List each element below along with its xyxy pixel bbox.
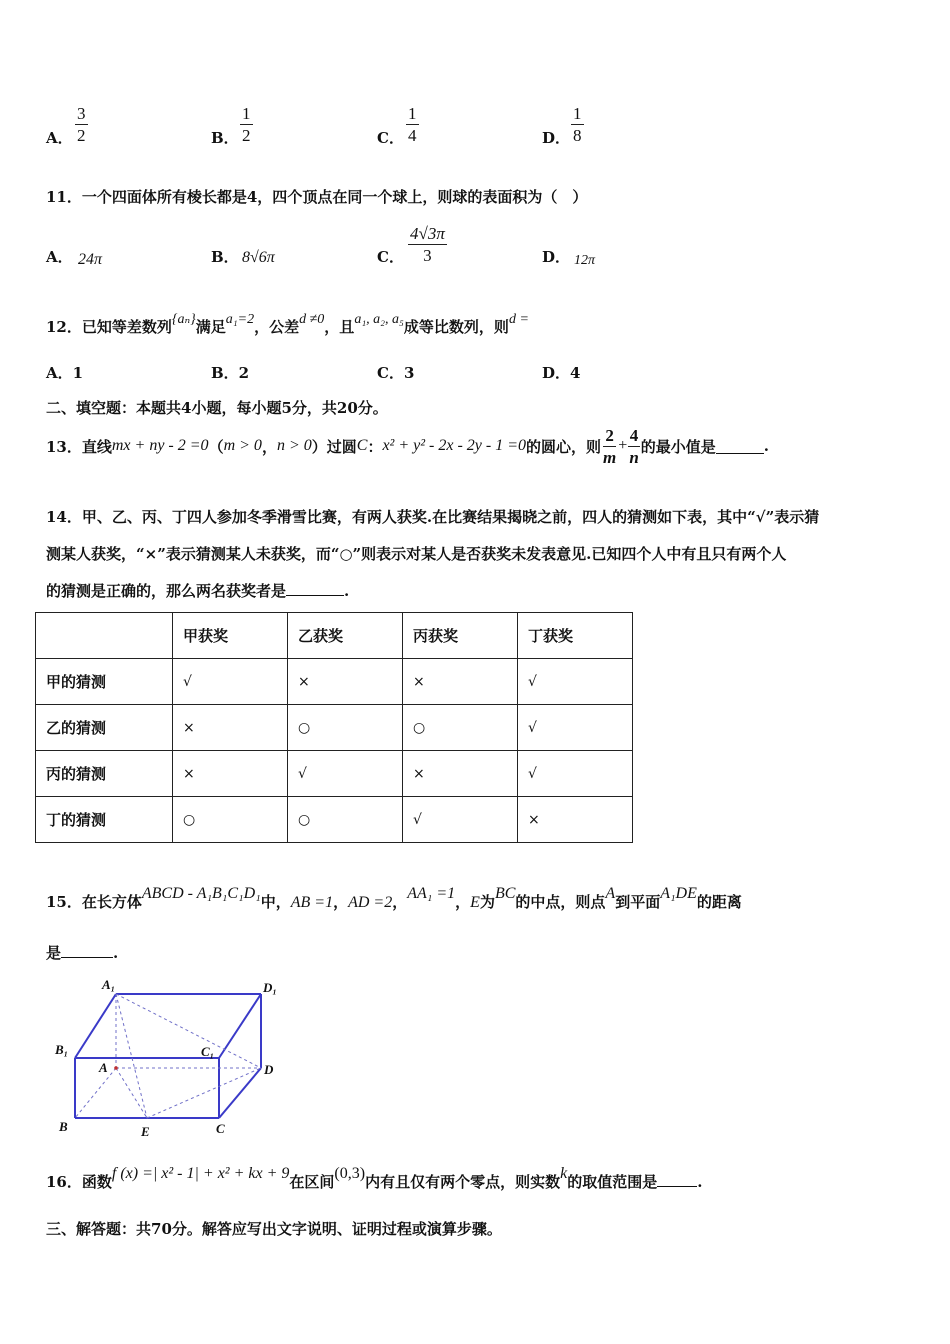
- table-cell: √: [288, 751, 403, 797]
- q14-answer-blank: [286, 581, 344, 596]
- q10-c-den: 4: [408, 126, 417, 145]
- label-c: C: [216, 1121, 225, 1136]
- q10-option-a-value: [75, 103, 88, 146]
- q10-option-a-label: A．: [46, 129, 73, 147]
- table-cell: √: [518, 659, 633, 705]
- q15-text-8: 到平面: [615, 893, 661, 911]
- section-2-heading: 二、填空题：本题共4小题，每小题5分，共20分。: [46, 399, 388, 417]
- q16-stem: [46, 1165, 703, 1192]
- table-header-cell: [36, 613, 173, 659]
- q14-line-1: 14．甲、乙、丙、丁四人参加冬季滑雪比赛，有两人获奖.在比赛结果揭晓之前，四人的猜测如下表，其中“√”表示猜: [46, 508, 820, 526]
- q15-text-6: 为: [479, 893, 495, 911]
- edge-a1-b1: [75, 994, 116, 1058]
- q12-option-a: A．1: [46, 364, 84, 382]
- q15-math-aa1: AA₁ =1: [407, 885, 456, 902]
- q16-math-k: k: [560, 1165, 568, 1182]
- q10-option-d-value: [571, 103, 584, 146]
- q11-stem: 11．一个四面体所有棱长都是4，四个顶点在同一个球上，则球的表面积为（ ）: [46, 188, 588, 206]
- cuboid-solid-edges: [75, 994, 261, 1118]
- q15-line-2: [46, 942, 118, 963]
- q12-math-d: d ≠0: [299, 312, 325, 327]
- q14-line-3-text: 的猜测是正确的，那么两名获奖者是: [46, 582, 287, 600]
- q15-cuboid-figure: [50, 972, 290, 1144]
- table-header-cell: 甲获奖: [173, 613, 288, 659]
- q13-math-m: m > 0: [223, 437, 262, 454]
- q10-a-num: 3: [77, 104, 86, 123]
- q13-text-2: （: [208, 437, 224, 456]
- q10-c-num: 1: [408, 104, 417, 123]
- q13-math-circle: x² + y² - 2x - 2y - 1 =0: [382, 437, 527, 454]
- table-row: [36, 751, 633, 797]
- label-b: B: [59, 1119, 68, 1134]
- table-header-cell: 丁获奖: [518, 613, 633, 659]
- q13-math-n: n > 0: [276, 437, 312, 454]
- table-row: [36, 705, 633, 751]
- label-a: A: [99, 1060, 108, 1075]
- q12-math-a1: a₁=2: [225, 312, 255, 327]
- q15-text-9: 的距离: [696, 893, 742, 911]
- q13-frac2-num: 4: [629, 425, 639, 445]
- table-cell: ○: [403, 705, 518, 751]
- q15-math-ad: AD =2: [348, 894, 393, 911]
- table-row: [36, 659, 633, 705]
- q12-stem: [46, 312, 529, 337]
- q15-end: .: [113, 944, 119, 962]
- line-a-e: [116, 1068, 147, 1118]
- label-e: E: [141, 1124, 150, 1139]
- q13-answer-blank: [716, 439, 764, 454]
- q16-end: .: [697, 1173, 703, 1191]
- q10-option-d-label: D．: [542, 129, 571, 147]
- point-a-marker: [114, 1066, 118, 1070]
- q13-frac1-den: m: [603, 447, 617, 467]
- q15-math-bc: BC: [494, 885, 516, 902]
- q13-frac2-den: n: [629, 447, 639, 467]
- q16-math-interval: (0,3): [334, 1165, 366, 1182]
- edge-a-b: [75, 1068, 116, 1118]
- table-row: [36, 797, 633, 843]
- q12-option-b: B．2: [211, 364, 250, 382]
- table-cell: ×: [518, 797, 633, 843]
- q11-option-d-value: 12π: [574, 253, 596, 268]
- q11-option-b-label: B．: [211, 248, 239, 266]
- table-cell: ○: [288, 705, 403, 751]
- q11-c-den: 3: [423, 246, 432, 265]
- q12-option-c: C．3: [377, 364, 415, 382]
- table-cell: √: [403, 797, 518, 843]
- q11-option-a-value: 24π: [78, 251, 103, 268]
- q12-text-3: ，公差: [254, 318, 300, 336]
- table-row-label: 乙的猜测: [36, 705, 173, 751]
- q15-math-a: A: [605, 885, 616, 902]
- table-cell: ○: [173, 797, 288, 843]
- edge-d1-c1: [219, 994, 261, 1058]
- table-header-row: [36, 613, 633, 659]
- table-cell: √: [518, 705, 633, 751]
- q14-end: .: [344, 582, 350, 600]
- label-d1: D₁: [263, 980, 277, 995]
- q11-option-d-label: D．: [542, 248, 571, 266]
- q16-text-1: 16．函数: [46, 1173, 112, 1191]
- table-header-cell: 乙获奖: [288, 613, 403, 659]
- q13-text-1: 13．直线: [46, 437, 112, 456]
- q12-text-5: 成等比数列，则: [403, 318, 509, 336]
- q16-math-function: f (x) =| x² - 1| + x² + kx + 9: [111, 1165, 290, 1182]
- q12-text-1: 12．已知等差数列: [46, 318, 172, 336]
- q11-option-c-value: [408, 223, 447, 266]
- q12-math-d-eq: d =: [508, 312, 529, 327]
- table-cell: ×: [173, 751, 288, 797]
- q12-math-terms: a₁, a₂, a₅: [354, 312, 404, 327]
- q16-text-2: 在区间: [289, 1173, 335, 1191]
- q10-d-den: 8: [573, 126, 582, 145]
- label-d: D: [264, 1062, 274, 1077]
- q16-text-3: 内有且仅有两个零点，则实数: [365, 1173, 561, 1191]
- q15-math-box: ABCD - A₁B₁C₁D₁: [141, 885, 261, 902]
- q14-line-3: [46, 580, 349, 601]
- edge-c-d: [219, 1068, 261, 1118]
- q13-plus: +: [618, 437, 628, 454]
- table-row-label: 甲的猜测: [36, 659, 173, 705]
- q15-math-plane: A₁DE: [660, 885, 697, 902]
- q12-option-d: D．4: [542, 364, 581, 382]
- q10-option-c-value: [406, 103, 419, 146]
- table-cell: ×: [403, 751, 518, 797]
- q13-text-6: 的圆心，则: [526, 437, 602, 456]
- q16-answer-blank: [657, 1172, 697, 1187]
- q11-option-b-value: 8√6π: [242, 249, 275, 266]
- q15-text-2: 中，: [260, 893, 291, 911]
- q13-math-c: C: [356, 437, 368, 454]
- table-cell: ×: [288, 659, 403, 705]
- line-e-d: [147, 1068, 261, 1118]
- q15-math-e: E: [470, 894, 480, 911]
- q11-c-num: 4√3π: [410, 224, 445, 243]
- q10-b-den: 2: [242, 126, 251, 145]
- line-a1-e: [116, 994, 147, 1118]
- label-a1: A₁: [102, 977, 116, 992]
- q13-math-line: mx + ny - 2 =0: [111, 437, 209, 454]
- q12-text-4: ，且: [324, 318, 355, 336]
- q10-b-num: 1: [242, 104, 251, 123]
- table-cell: ×: [173, 705, 288, 751]
- q13-text-5: ：: [367, 437, 383, 456]
- q15-text-3: ，: [333, 893, 349, 911]
- q13-end: .: [763, 437, 770, 455]
- q12-text-2: 满足: [195, 318, 226, 336]
- q11-option-c-label: C．: [377, 248, 404, 266]
- line-a1-d: [116, 994, 261, 1068]
- q15-text-5: ，: [455, 893, 471, 911]
- q11-option-a-label: A．: [46, 248, 73, 266]
- q10-option-b-label: B．: [211, 129, 239, 147]
- q15-text-1: 15．在长方体: [46, 893, 142, 911]
- q16-text-4: 的取值范围是: [567, 1173, 658, 1191]
- table-cell: √: [173, 659, 288, 705]
- q13-text-3: ，: [261, 437, 277, 456]
- q13-stem: [46, 421, 769, 471]
- table-header-cell: 丙获奖: [403, 613, 518, 659]
- q10-a-den: 2: [77, 126, 86, 145]
- table-row-label: 丙的猜测: [36, 751, 173, 797]
- q12-math-seq: {aₙ}: [171, 312, 196, 327]
- q15-line-2-text: 是: [46, 944, 62, 962]
- q15-math-ab: AB =1: [290, 894, 334, 911]
- label-c1: C₁: [201, 1044, 215, 1059]
- table-cell: ○: [288, 797, 403, 843]
- q10-d-num: 1: [573, 104, 582, 123]
- table-cell: √: [518, 751, 633, 797]
- label-b1: B₁: [55, 1042, 69, 1057]
- q15-text-4: ，: [392, 893, 408, 911]
- q15-text-7: 的中点，则点: [515, 893, 606, 911]
- table-cell: ×: [403, 659, 518, 705]
- q13-text-7: 的最小值是: [640, 437, 716, 456]
- q14-guess-table: [35, 612, 633, 843]
- q10-option-b-value: [240, 103, 253, 146]
- q15-stem: [46, 885, 742, 912]
- q15-answer-blank: [61, 943, 113, 958]
- table-row-label: 丁的猜测: [36, 797, 173, 843]
- q14-line-2: 测某人获奖，“×”表示猜测某人未获奖，而“○”则表示对某人是否获奖未发表意见.已知四个人中有且只有两个人: [46, 545, 787, 563]
- section-3-heading: 三、解答题：共70分。解答应写出文字说明、证明过程或演算步骤。: [46, 1220, 502, 1238]
- q10-option-c-label: C．: [377, 129, 404, 147]
- q13-frac1-num: 2: [605, 425, 614, 445]
- q13-text-4: ）过圆: [311, 437, 357, 456]
